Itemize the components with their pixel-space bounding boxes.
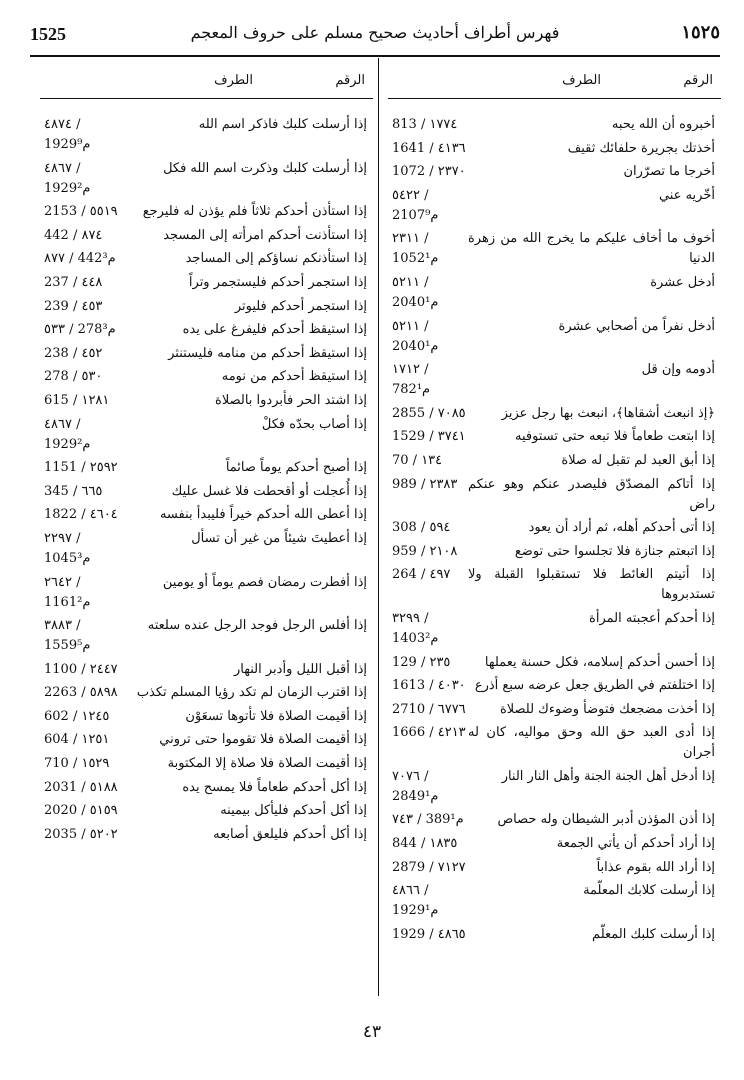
entry-text: إذا استيقظ أحدكم فليفرغ على يده <box>182 322 367 338</box>
index-entry <box>388 317 721 357</box>
index-entry <box>40 529 373 569</box>
entry-number: 1613 / ٤٠٣٠ <box>392 678 466 694</box>
entry-text: إذا أقيمت الصلاة فلا تأتوها تسعَوْن <box>185 708 367 724</box>
entry-text: إذا أكل أحدكم فليلعق أصابعه <box>213 826 367 842</box>
entry-number: ٥٢١١ / 2040م¹ <box>392 274 439 310</box>
entry-number: 710 / ١٥٢٩ <box>44 756 110 772</box>
text-header: الطرف <box>562 73 601 88</box>
entry-number: 1822 / ٤٦٠٤ <box>44 507 118 523</box>
entry-text: أخذتك بجريرة حلفائك ثقيف <box>567 140 715 156</box>
entry-number: ٧٤٣ / 389م¹ <box>392 812 464 828</box>
index-entry <box>388 653 721 673</box>
entry-text: إذا أكل أحدكم فليأكل بيمينه <box>220 803 367 819</box>
entry-text: إذا اتبعتم جنازة فلا تجلسوا حتى توضع <box>514 543 715 559</box>
header-rule <box>30 55 720 57</box>
entry-text: أخوف ما أخاف عليكم ما يخرج الله من زهرة الدنيا <box>468 231 715 267</box>
index-entry <box>40 482 373 502</box>
index-entry <box>388 700 721 720</box>
index-entry <box>40 683 373 703</box>
index-entry <box>40 754 373 774</box>
entry-text: إذا أرسلت كلبك وذكرت اسم الله فكل <box>163 160 367 176</box>
index-entry <box>40 573 373 613</box>
index-entry <box>388 427 721 447</box>
entry-number: ٢٢٩٧ / 1045م³ <box>44 530 91 566</box>
entry-text: إذا أبق العبد لم تقبل له صلاة <box>561 452 715 468</box>
entry-text: إذا استيقظ أحدكم من نومه <box>221 369 367 385</box>
entry-text: إذا استجمر أحدكم فليوتر <box>234 298 367 314</box>
index-entry <box>388 609 721 649</box>
entry-text: إذا أعطيتَ شيئاً من غير أن تسأل <box>191 530 367 546</box>
entry-text: إذا أقيمت الصلاة فلا صلاة إلا المكتوبة <box>167 756 367 772</box>
entry-text: إذا أُعجلت أو أقحطت فلا غسل عليك <box>171 483 367 499</box>
entry-number: 345 / ٦٦٥ <box>44 483 103 499</box>
text-header: الطرف <box>214 73 253 88</box>
entry-number: ٥٢١١ / 2040م¹ <box>392 318 439 354</box>
index-entry <box>388 723 721 763</box>
index-entry <box>388 925 721 945</box>
index-entry <box>388 881 721 921</box>
index-entry <box>40 616 373 656</box>
entry-number: ٥٤٢٢ / 2107م⁹ <box>392 187 439 223</box>
index-entry <box>40 320 373 340</box>
entry-text: إذا استأذنكم نساؤكم إلى المساجد <box>185 251 367 267</box>
entry-text: إذا استأذنت أحدكم امرأته إلى المسجد <box>163 227 367 243</box>
entry-text: ﴿إذ انبعث أشقاها﴾، انبعث بها رجل عزيز <box>501 405 715 421</box>
entry-text: إذا أرسلت كلابك المعلّمة <box>583 883 715 899</box>
entry-number: 2031 / ٥١٨٨ <box>44 779 118 795</box>
left-column-entries <box>40 99 373 845</box>
index-entry <box>40 730 373 750</box>
index-entry <box>388 858 721 878</box>
entry-number: 2263 / ٥٨٩٨ <box>44 685 118 701</box>
entry-number: 2710 / ٦٧٧٦ <box>392 701 466 717</box>
entry-text: إذا أتيتم الغائط فلا تستقبلوا القبلة ولا تستدبروها <box>468 567 715 603</box>
entry-number: 238 / ٤٥٢ <box>44 345 103 361</box>
entry-text: إذا أكل أحدكم طعاماً فلا يمسح يده <box>182 779 367 795</box>
entry-number: 1529 / ٣٧٤١ <box>392 429 466 445</box>
entry-number: 2020 / ٥١٥٩ <box>44 803 118 819</box>
entry-number: 615 / ١٢٨١ <box>44 392 110 408</box>
entry-text: أخرجا ما تصرّران <box>623 164 715 180</box>
index-entry <box>388 273 721 313</box>
entry-number: 602 / ١٢٤٥ <box>44 708 110 724</box>
index-entry <box>388 229 721 269</box>
entry-text: إذا أذن المؤذن أدبر الشيطان وله حصاص <box>497 812 715 828</box>
index-entry <box>40 297 373 317</box>
index-entry <box>388 115 721 135</box>
entry-text: إذا استيقظ أحدكم من منامه فليستنثر <box>168 345 367 361</box>
index-entry <box>388 451 721 471</box>
entry-text: إذا أتى أحدكم أهله، ثم أراد أن يعود <box>528 520 715 536</box>
index-entry <box>40 202 373 222</box>
index-entry <box>388 162 721 182</box>
entry-text: إذا أراد الله بقوم عذاباً <box>596 859 715 875</box>
entry-number: 278 / ٥٣٠ <box>44 369 103 385</box>
index-entry <box>388 767 721 807</box>
index-entry <box>40 707 373 727</box>
index-entry <box>40 825 373 845</box>
entry-number: 844 / ١٨٣٥ <box>392 836 458 852</box>
index-entry <box>40 159 373 199</box>
right-column-header <box>388 58 721 99</box>
entry-number: ٤٨٧٤ / 1929م⁹ <box>44 117 91 152</box>
right-column <box>388 58 721 945</box>
entry-text: إذا أدى العبد حق الله وحق مواليه، كان له أجران <box>468 725 715 761</box>
entry-number: ٣٨٨٣ / 1559م⁵ <box>44 618 91 654</box>
entry-text: إذا استجمر أحدكم فليستجمر وتراً <box>188 274 367 290</box>
index-entry <box>388 139 721 159</box>
index-entry <box>388 518 721 538</box>
page-number-latin: 1525 <box>30 24 66 44</box>
index-entry <box>388 404 721 424</box>
entry-number: ١٧١٢ / 782م¹ <box>392 362 431 398</box>
entry-text: إذا أقبل الليل وأدبر النهار <box>234 661 367 677</box>
entry-number: 129 / ٢٣٥ <box>392 654 451 670</box>
index-entry <box>388 565 721 605</box>
entry-number: 1929 / ٤٨٦٥ <box>392 926 466 942</box>
entry-text: أخبروه أن الله يحبه <box>611 117 715 132</box>
entry-number: 1100 / ٢٤٤٧ <box>44 661 118 677</box>
entry-number: ٢٣١١ / 1052م¹ <box>392 231 439 267</box>
left-column-header <box>40 58 373 99</box>
number-header: الرقم <box>683 73 713 88</box>
index-entry <box>40 801 373 821</box>
entry-number: ٤٨٦٧ / 1929م² <box>44 160 91 196</box>
footer-page-number: ٤٣ <box>362 1022 382 1042</box>
entry-number: ٤٨٦٧ / 1929م² <box>44 416 91 452</box>
index-entry <box>388 360 721 400</box>
entry-number: 308 / ٥٩٤ <box>392 520 451 536</box>
page-number-arabic: ١٥٢٥ <box>681 22 720 43</box>
index-entry <box>40 391 373 411</box>
entry-text: أدخل نفراً من أصحابي عشرة <box>558 318 715 334</box>
index-entry <box>40 660 373 680</box>
entry-number: ٧٠٧٦ / 2849م¹ <box>392 768 439 804</box>
entry-number: 1641 / ٤١٣٦ <box>392 140 466 156</box>
entry-number: 1666 / ٤٢١٣ <box>392 725 466 741</box>
entry-number: 989 / ٢٣٨٣ <box>392 476 458 492</box>
entry-number: 237 / ٤٤٨ <box>44 274 103 290</box>
entry-text: إذا أصاب بحدّه فكلْ <box>261 416 367 432</box>
index-entry <box>388 834 721 854</box>
entry-text: إذا استأذن أحدكم ثلاثاً فلم يؤذن له فليرجع <box>142 204 367 220</box>
index-entry <box>388 186 721 226</box>
index-entry <box>40 115 373 155</box>
entry-text: إذا أدخل أهل الجنة الجنة وأهل النار النار <box>501 768 715 784</box>
entry-text: إذا اقترب الزمان لم تكد رؤيا المسلم تكذب <box>136 685 367 701</box>
entry-number: 1072 / ٢٣٧٠ <box>392 164 466 180</box>
entry-text: إذا اختلفتم في الطريق جعل عرضه سبع أذرع <box>474 678 715 694</box>
entry-number: 264 / ٤٩٧ <box>392 567 451 583</box>
entry-text: إذا أفلس الرجل فوجد الرجل عنده سلعته <box>147 618 367 634</box>
entry-number: 959 / ٢١٠٨ <box>392 543 458 559</box>
entry-text: إذا أتاكم المصدّق فليصدر عنكم وهو عنكم راض <box>468 476 715 512</box>
index-entry <box>388 475 721 515</box>
index-entry <box>388 676 721 696</box>
index-entry <box>40 344 373 364</box>
entry-number: ٥٣٣ / 278م³ <box>44 322 116 338</box>
entry-number: ٢٦٤٢ / 1161م² <box>44 574 91 610</box>
index-entry <box>40 226 373 246</box>
entry-number: 239 / ٤٥٣ <box>44 298 103 314</box>
entry-text: إذا اشتد الحر فأبردوا بالصلاة <box>215 392 367 408</box>
entry-number: 2879 / ٧١٢٧ <box>392 859 466 875</box>
index-entry <box>40 273 373 293</box>
entry-text: إذا أرسلت كلبك فاذكر اسم الله <box>198 117 367 132</box>
entry-text: إذا أحدكم أعجبته المرأة <box>589 610 715 626</box>
entry-number: 70 / ١٣٤ <box>392 452 443 468</box>
entry-number: ٤٨٦٦ / 1929م¹ <box>392 883 439 919</box>
entry-number: 604 / ١٢٥١ <box>44 732 110 748</box>
entry-number: 442 / ٨٧٤ <box>44 227 103 243</box>
entry-text: أخّريه عني <box>658 187 715 203</box>
entry-text: إذا ابتعت طعاماً فلا تبعه حتى تستوفيه <box>514 429 715 445</box>
entry-text: إذا أحسن أحدكم إسلامه، فكل حسنة يعملها <box>484 654 715 670</box>
entry-number: 2153 / ٥٥١٩ <box>44 204 118 220</box>
entry-number: ٨٧٧ / 442م³ <box>44 251 116 267</box>
entry-text: إذا أرسلت كلبك المعلّم <box>592 926 715 942</box>
index-entry <box>40 505 373 525</box>
left-column <box>40 58 373 845</box>
column-divider <box>378 58 379 996</box>
entry-text: إذا أخذت مضجعك فتوضأ وضوءك للصلاة <box>499 701 715 717</box>
entry-number: 1151 / ٢٥٩٢ <box>44 460 118 476</box>
page-title: فهرس أطراف أحاديث صحيح مسلم على حروف المعجم <box>190 23 560 42</box>
entry-text: أدومه وإن قل <box>641 362 715 378</box>
entry-number: 813 / ١٧٧٤ <box>392 117 458 132</box>
right-column-entries <box>388 99 721 945</box>
index-entry <box>40 415 373 455</box>
page-header <box>30 20 720 50</box>
entry-text: إذا أقيمت الصلاة فلا تقوموا حتى تروني <box>159 732 367 748</box>
number-header: الرقم <box>335 73 365 88</box>
entry-number: ٣٢٩٩ / 1403م² <box>392 610 439 646</box>
index-entry <box>388 542 721 562</box>
index-entry <box>40 367 373 387</box>
entry-text: إذا أراد أحدكم أن يأتي الجمعة <box>556 836 715 852</box>
entry-number: 2035 / ٥٢٠٢ <box>44 826 118 842</box>
index-entry <box>40 249 373 269</box>
index-entry <box>388 810 721 830</box>
entry-text: إذا أصبح أحدكم يوماً صائماً <box>225 460 367 476</box>
index-entry <box>40 458 373 478</box>
index-entry <box>40 778 373 798</box>
entry-text: أدخل عشرة <box>650 274 715 290</box>
entry-text: إذا أفطرت رمضان فصم يوماً أو يومين <box>162 574 367 590</box>
entry-text: إذا أعطى الله أحدكم خيراً فليبدأ بنفسه <box>159 507 367 523</box>
entry-number: 2855 / ٧٠٨٥ <box>392 405 466 421</box>
